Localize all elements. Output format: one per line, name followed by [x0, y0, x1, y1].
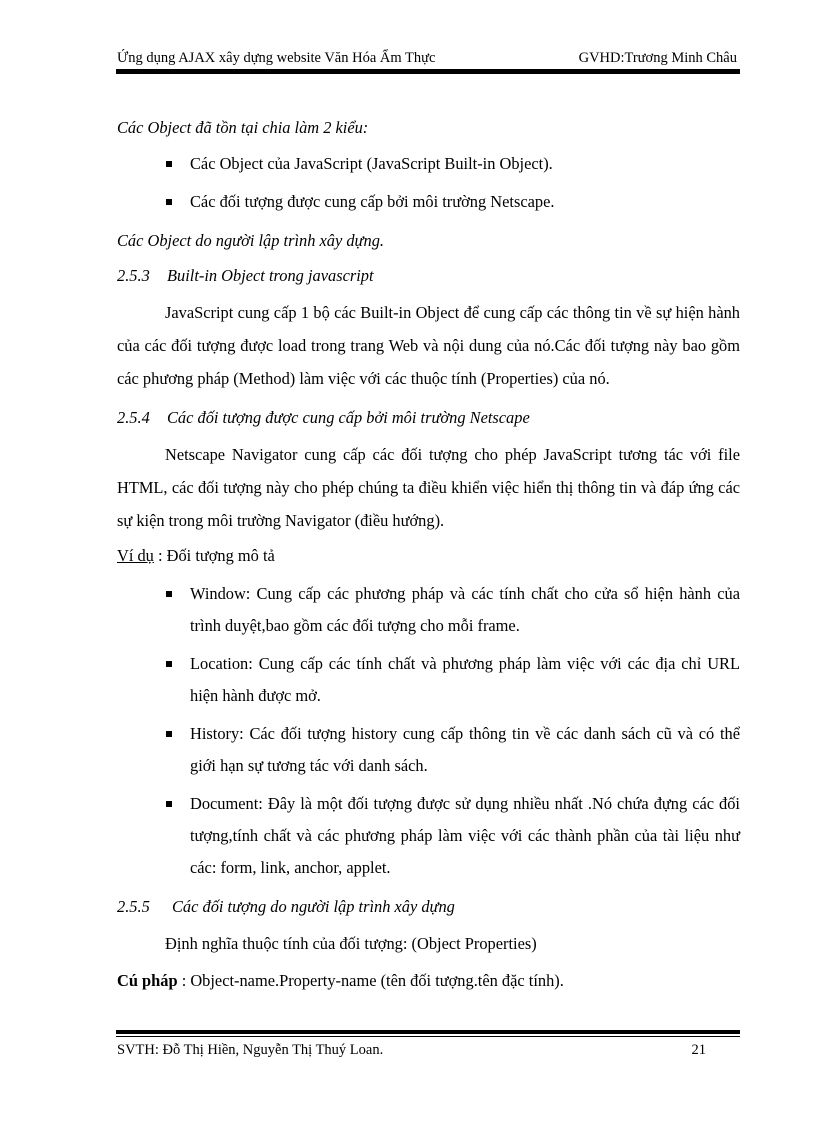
syntax-label: Cú pháp — [117, 971, 178, 990]
bullet-icon — [166, 801, 172, 807]
user-objects-text: Các Object do người lập trình xây dựng. — [117, 231, 384, 250]
footer-rule-thin — [116, 1036, 740, 1037]
list-item: Location: Cung cấp các tính chất và phương pháp làm việc với các địa chỉ URL hiện hành được mở. — [117, 648, 740, 712]
object-types-list — [117, 148, 740, 218]
page-number: 21 — [691, 1042, 706, 1058]
footer-rule-thick — [116, 1030, 740, 1034]
list-item: Các Object của JavaScript (JavaScript Built-in Object). — [117, 148, 740, 180]
section-heading-2-5-3: 2.5.3 Built-in Object trong javascript — [117, 266, 374, 285]
list-item: Các đối tượng được cung cấp bởi môi trường Netscape. — [117, 186, 740, 218]
section-2-5-3-paragraph: JavaScript cung cấp 1 bộ các Built-in Object để cung cấp các thông tin về sự hiện hành của các đối tượng được load trong trang Web và nội dung của nó.Các đối tượng này bao gồm các phương pháp (Method) làm việc với các thuộc tính (Properties) của nó. — [117, 303, 740, 388]
list-item: Window: Cung cấp các phương pháp và các tính chất cho cửa sổ hiện hành của trình duyệt,bao gồm các đối tượng cho mỗi frame. — [117, 578, 740, 642]
list-item: History: Các đối tượng history cung cấp thông tin về các danh sách cũ và có thể giới hạn sự tương tác với danh sách. — [117, 718, 740, 782]
list-item: Document: Đây là một đối tượng được sử dụng nhiều nhất .Nó chứa đựng các đối tượng,tính chất và các phương pháp làm việc với các thành phần của tài liệu như các: form, link, anchor, applet. — [117, 788, 740, 884]
header-advisor: GVHD:Trương Minh Châu — [578, 50, 737, 66]
page-body — [117, 111, 740, 997]
section-heading-2-5-4: 2.5.4 Các đối tượng được cung cấp bởi môi trường Netscape — [117, 408, 530, 427]
bullet-icon — [166, 731, 172, 737]
intro-text: Các Object đã tồn tại chia làm 2 kiểu: — [117, 118, 369, 137]
bullet-icon — [166, 199, 172, 205]
header-title: Ứng dụng AJAX xây dựng website Văn Hóa Ẩm Thực — [117, 50, 436, 66]
bullet-icon — [166, 661, 172, 667]
header-rule — [116, 69, 740, 74]
section-2-5-5-paragraph: Định nghĩa thuộc tính của đối tượng: (Object Properties) — [165, 934, 537, 953]
bullet-icon — [166, 161, 172, 167]
example-line: Ví dụ : Đối tượng mô tả — [117, 546, 275, 565]
section-2-5-4-paragraph: Netscape Navigator cung cấp các đối tượng cho phép JavaScript tương tác với file HTML, các đối tượng này cho phép chúng ta điều khiển việc hiển thị thông tin và đáp ứng các sự kiện trong môi trường Navigator (điều hướng). — [117, 445, 740, 530]
navigator-objects-list — [117, 578, 740, 884]
syntax-line: Cú pháp : Object-name.Property-name (tên đối tượng.tên đặc tính). — [117, 971, 564, 990]
footer-authors: SVTH: Đỗ Thị Hiền, Nguyễn Thị Thuý Loan. — [117, 1042, 384, 1058]
example-label: Ví dụ — [117, 546, 154, 565]
section-heading-2-5-5: 2.5.5 Các đối tượng do người lập trình xây dựng — [117, 897, 455, 916]
bullet-icon — [166, 591, 172, 597]
